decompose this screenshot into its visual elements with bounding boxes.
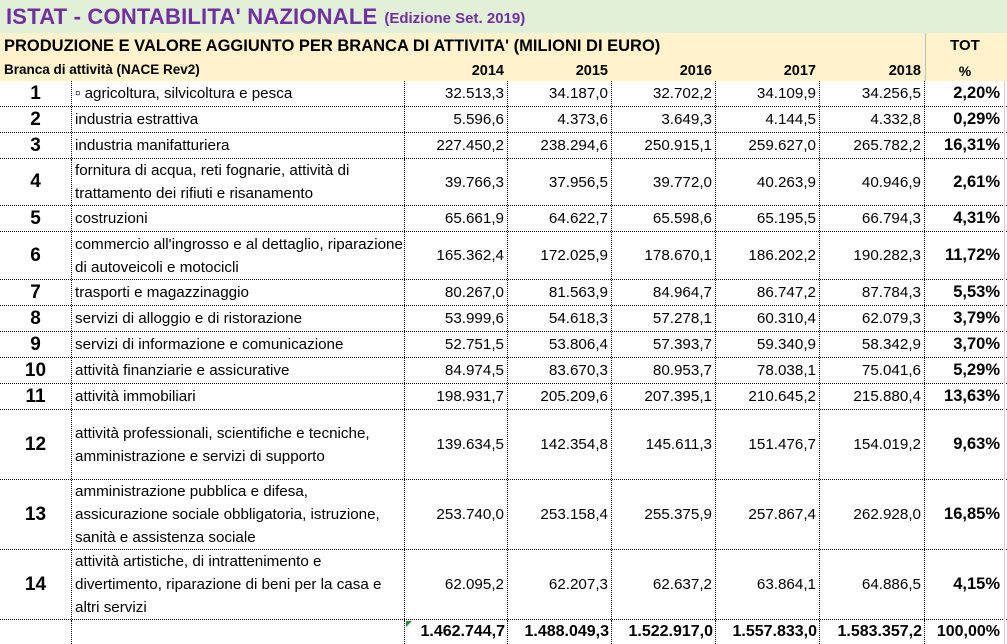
- value-2014[interactable]: 139.634,5: [405, 410, 508, 479]
- edition-label: (Edizione Set. 2019): [384, 9, 526, 27]
- value-2018[interactable]: 190.282,3: [820, 232, 925, 279]
- value-2017[interactable]: 259.627,0: [716, 133, 820, 158]
- value-2014[interactable]: 198.931,7: [405, 384, 508, 409]
- value-2016[interactable]: 32.702,2: [612, 81, 716, 106]
- share-percent[interactable]: 3,70%: [953, 335, 1000, 353]
- total-row: [0, 620, 1007, 644]
- value-2014[interactable]: 84.974,5: [405, 358, 508, 383]
- share-percent[interactable]: 2,20%: [953, 84, 1000, 102]
- value-2017[interactable]: 63.864,1: [716, 550, 820, 619]
- row-number[interactable]: 4: [0, 159, 72, 205]
- value-2014[interactable]: 62.095,2: [405, 550, 508, 619]
- value-2018[interactable]: 265.782,2: [820, 133, 925, 158]
- total-2014[interactable]: 1.462.744,7: [405, 620, 508, 644]
- value-2014[interactable]: 5.596,6: [405, 107, 508, 132]
- value-2015[interactable]: 205.209,6: [508, 384, 612, 409]
- value-2018[interactable]: 4.332,8: [820, 107, 925, 132]
- share-percent[interactable]: 4,31%: [953, 209, 1000, 227]
- table-row: [0, 206, 1007, 232]
- share-percent[interactable]: 4,15%: [953, 575, 1000, 593]
- page-title: ISTAT - CONTABILITA' NAZIONALE: [6, 3, 378, 29]
- share-percent[interactable]: 16,31%: [944, 136, 1000, 154]
- total-number-cell[interactable]: [0, 620, 72, 644]
- value-2018[interactable]: 87.784,3: [820, 280, 925, 305]
- value-2017[interactable]: 40.263,9: [716, 159, 820, 205]
- value-2015[interactable]: 53.806,4: [508, 332, 612, 357]
- value-2016[interactable]: 62.637,2: [612, 550, 716, 619]
- table-row: [0, 306, 1007, 332]
- share-percent[interactable]: 11,72%: [944, 246, 1000, 264]
- year-header-2018[interactable]: 2018: [888, 63, 921, 79]
- value-2015[interactable]: 83.670,3: [508, 358, 612, 383]
- value-2014[interactable]: 65.661,9: [405, 206, 508, 231]
- value-2017[interactable]: 210.645,2: [716, 384, 820, 409]
- value-2014[interactable]: 80.267,0: [405, 280, 508, 305]
- table-row: [0, 232, 1007, 280]
- value-2017[interactable]: 151.476,7: [716, 410, 820, 479]
- branch-name[interactable]: costruzioni: [72, 206, 405, 231]
- value-2016[interactable]: 57.278,1: [612, 306, 716, 331]
- share-percent[interactable]: 16,85%: [944, 505, 1000, 523]
- value-2018[interactable]: 34.256,5: [820, 81, 925, 106]
- branch-name[interactable]: amministrazione pubblica e difesa, assicurazione sociale obbligatoria, istruzione, sanità e assistenza sociale: [72, 480, 405, 549]
- value-2018[interactable]: 75.041,6: [820, 358, 925, 383]
- row-number[interactable]: 12: [0, 410, 72, 479]
- value-2015[interactable]: 62.207,3: [508, 550, 612, 619]
- table-row: [0, 107, 1007, 133]
- value-2017[interactable]: 34.109,9: [716, 81, 820, 106]
- value-2018[interactable]: 58.342,9: [820, 332, 925, 357]
- row-number[interactable]: 11: [0, 384, 72, 409]
- table-title[interactable]: PRODUZIONE E VALORE AGGIUNTO PER BRANCA DI ATTIVITA' (MILIONI DI EURO): [4, 37, 661, 55]
- table-row: [0, 410, 1007, 480]
- value-2018[interactable]: 40.946,9: [820, 159, 925, 205]
- value-2015[interactable]: 253.158,4: [508, 480, 612, 549]
- share-percent[interactable]: 9,63%: [953, 435, 1000, 453]
- row-number[interactable]: 2: [0, 107, 72, 132]
- value-2018[interactable]: 215.880,4: [820, 384, 925, 409]
- total-percent[interactable]: 100,00%: [936, 623, 1000, 640]
- row-number[interactable]: 1: [0, 81, 72, 106]
- table-row: [0, 133, 1007, 159]
- row-number[interactable]: 10: [0, 358, 72, 383]
- value-2016[interactable]: 250.915,1: [612, 133, 716, 158]
- value-2017[interactable]: 4.144,5: [716, 107, 820, 132]
- branch-name[interactable]: fornitura di acqua, reti fognarie, attività di trattamento dei rifiuti e risanamento: [72, 159, 405, 205]
- value-2016[interactable]: 65.598,6: [612, 206, 716, 231]
- value-2015[interactable]: 142.354,8: [508, 410, 612, 479]
- value-2015[interactable]: 34.187,0: [508, 81, 612, 106]
- row-number[interactable]: 13: [0, 480, 72, 549]
- table-row: [0, 332, 1007, 358]
- table-row: [0, 159, 1007, 206]
- value-2018[interactable]: 154.019,2: [820, 410, 925, 479]
- value-2016[interactable]: 178.670,1: [612, 232, 716, 279]
- branch-name[interactable]: attività finanziarie e assicurative: [72, 358, 405, 383]
- value-2014[interactable]: 32.513,3: [405, 81, 508, 106]
- table-row: [0, 280, 1007, 306]
- table-row: [0, 358, 1007, 384]
- table-row: [0, 480, 1007, 550]
- row-number[interactable]: 9: [0, 332, 72, 357]
- share-percent[interactable]: 5,29%: [953, 361, 1000, 379]
- year-header-2017[interactable]: 2017: [783, 63, 816, 79]
- value-2014[interactable]: 227.450,2: [405, 133, 508, 158]
- total-2017[interactable]: 1.557.833,0: [716, 620, 820, 644]
- value-2016[interactable]: 57.393,7: [612, 332, 716, 357]
- table-row: [0, 550, 1007, 620]
- branch-name[interactable]: servizi di alloggio e di ristorazione: [72, 306, 405, 331]
- share-percent[interactable]: 0,29%: [953, 110, 1000, 128]
- value-2017[interactable]: 59.340,9: [716, 332, 820, 357]
- row-number[interactable]: 14: [0, 550, 72, 619]
- value-2018[interactable]: 262.928,0: [820, 480, 925, 549]
- value-2016[interactable]: 255.375,9: [612, 480, 716, 549]
- branch-name[interactable]: industria manifatturiera: [72, 133, 405, 158]
- title-banner: [0, 0, 1007, 33]
- share-percent[interactable]: 3,79%: [953, 309, 1000, 327]
- row-number[interactable]: 7: [0, 280, 72, 305]
- year-header-2014[interactable]: 2014: [471, 63, 504, 79]
- row-number[interactable]: 5: [0, 206, 72, 231]
- share-percent[interactable]: 5,53%: [953, 283, 1000, 301]
- row-number[interactable]: 3: [0, 133, 72, 158]
- value-2014[interactable]: 165.362,4: [405, 232, 508, 279]
- branch-name[interactable]: attività immobiliari: [72, 384, 405, 409]
- value-2016[interactable]: 145.611,3: [612, 410, 716, 479]
- value-2015[interactable]: 172.025,9: [508, 232, 612, 279]
- value-2017[interactable]: 78.038,1: [716, 358, 820, 383]
- tot-header[interactable]: TOT: [950, 37, 980, 54]
- share-percent[interactable]: 2,61%: [953, 172, 1000, 191]
- value-2015[interactable]: 81.563,9: [508, 280, 612, 305]
- total-2016[interactable]: 1.522.917,0: [612, 620, 716, 644]
- branch-name[interactable]: attività artistiche, di intrattenimento e divertimento, riparazione di beni per la casa e altri servizi: [72, 550, 405, 619]
- branch-name[interactable]: servizi di informazione e comunicazione: [72, 332, 405, 357]
- value-2015[interactable]: 4.373,6: [508, 107, 612, 132]
- total-label-cell[interactable]: [72, 620, 405, 644]
- share-percent[interactable]: 13,63%: [944, 387, 1000, 405]
- value-2018[interactable]: 62.079,3: [820, 306, 925, 331]
- value-2015[interactable]: 238.294,6: [508, 133, 612, 158]
- value-2017[interactable]: 257.867,4: [716, 480, 820, 549]
- total-2018[interactable]: 1.583.357,2: [820, 620, 925, 644]
- value-2017[interactable]: 60.310,4: [716, 306, 820, 331]
- branch-name[interactable]: attività professionali, scientifiche e tecniche, amministrazione e servizi di supporto: [72, 410, 405, 479]
- branch-name[interactable]: trasporti e magazzinaggio: [72, 280, 405, 305]
- value-2016[interactable]: 84.964,7: [612, 280, 716, 305]
- branch-name[interactable]: industria estrattiva: [72, 107, 405, 132]
- value-2016[interactable]: 3.649,3: [612, 107, 716, 132]
- value-2014[interactable]: 253.740,0: [405, 480, 508, 549]
- value-2017[interactable]: 86.747,2: [716, 280, 820, 305]
- total-2015[interactable]: 1.488.049,3: [508, 620, 612, 644]
- value-2016[interactable]: 39.772,0: [612, 159, 716, 205]
- table-row: [0, 384, 1007, 410]
- value-2016[interactable]: 207.395,1: [612, 384, 716, 409]
- value-2014[interactable]: 52.751,5: [405, 332, 508, 357]
- value-2015[interactable]: 37.956,5: [508, 159, 612, 205]
- value-2017[interactable]: 186.202,2: [716, 232, 820, 279]
- value-2015[interactable]: 64.622,7: [508, 206, 612, 231]
- value-2016[interactable]: 80.953,7: [612, 358, 716, 383]
- row-number[interactable]: 6: [0, 232, 72, 279]
- value-2014[interactable]: 39.766,3: [405, 159, 508, 205]
- value-2017[interactable]: 65.195,5: [716, 206, 820, 231]
- value-2018[interactable]: 66.794,3: [820, 206, 925, 231]
- branch-name[interactable]: ▫ agricoltura, silvicoltura e pesca: [72, 81, 405, 106]
- value-2015[interactable]: 54.618,3: [508, 306, 612, 331]
- year-header-2016[interactable]: 2016: [679, 63, 712, 79]
- value-2018[interactable]: 64.886,5: [820, 550, 925, 619]
- year-header-2015[interactable]: 2015: [575, 63, 608, 79]
- row-number[interactable]: 8: [0, 306, 72, 331]
- percent-header[interactable]: %: [958, 63, 972, 79]
- value-2014[interactable]: 53.999,6: [405, 306, 508, 331]
- table-row: [0, 81, 1007, 107]
- branch-column-header[interactable]: Branca di attività (NACE Rev2): [4, 62, 200, 77]
- sheet-right-edge: [1004, 81, 1005, 644]
- branch-name[interactable]: commercio all'ingrosso e al dettaglio, riparazione di autoveicoli e motocicli: [72, 232, 405, 279]
